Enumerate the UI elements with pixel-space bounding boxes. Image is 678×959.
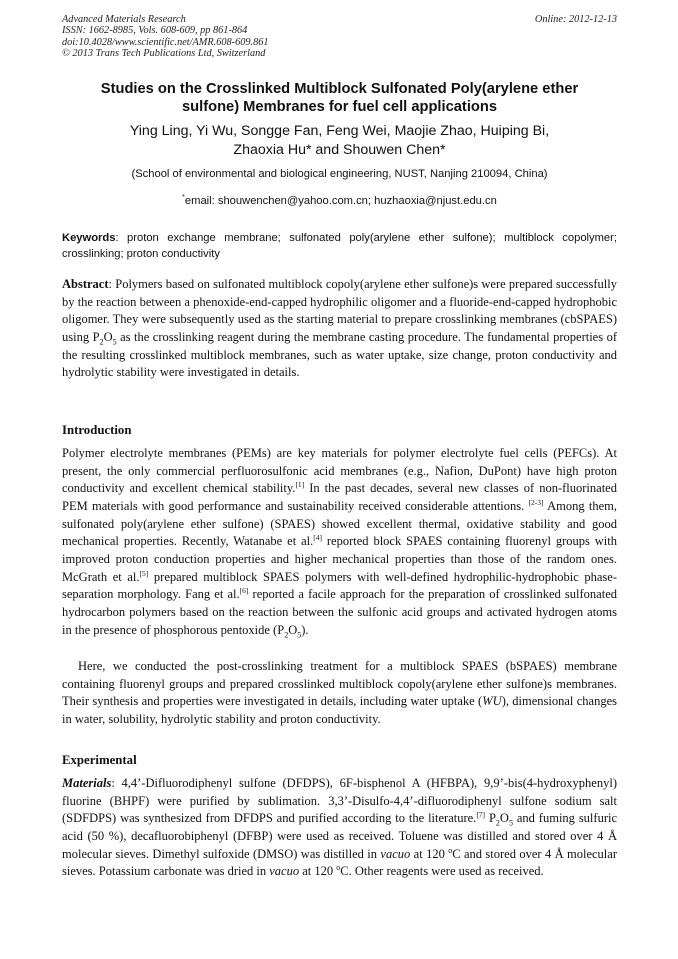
intro-text: reported block SPAES containing fluorenyl groups with improved proton conduction properties and higher mechanical properties than those of the random ones. McGrath et al.	[62, 534, 617, 584]
experimental-heading: Experimental	[62, 753, 137, 767]
abstract-label: Abstract	[62, 277, 109, 291]
abstract-text: : Polymers based on sulfonated multiblock copoly(arylene ether sulfone)s were prepared successfully by the reaction between a phenoxide-end-capped hydrophilic oligomer and a fluoride-end-capped hydrophobic oligomer. They were subsequently used as the starting material to prepare crosslinking membranes (cbSPAES) using P	[62, 277, 617, 344]
exp-text: C. Other reagents were used as received.	[340, 864, 544, 879]
email-line	[62, 191, 617, 208]
exp-text: : 4,4’-Difluorodiphenyl sulfone (DFDPS), 6F-bisphenol A (HFBPA), 9,9’-bis(4-hydroxyphenyl) fluorine (BHPF) were purified by sublimation. 3,3’-Disulfo-4,4’-difluorodiphenyl sulfone sodium salt (SDFDPS) was synthesized from DFDPS and purified according to the literature.	[62, 776, 617, 826]
email-text: email: shouwenchen@yahoo.com.cn; huzhaoxia@njust.edu.cn	[184, 195, 497, 207]
formula-sub: 2	[284, 630, 289, 640]
formula-sub: 5	[508, 818, 513, 828]
formula-sub: 2	[495, 818, 500, 828]
citation-ref: [5]	[139, 568, 149, 578]
degree-sup: o	[448, 845, 453, 855]
intro-text: In the past decades, several new classes of non-fluorinated PEM materials with good performance and sustainability received considerable attentions.	[62, 481, 617, 513]
experimental-paragraph-1	[62, 775, 617, 881]
journal-header	[62, 14, 617, 60]
exp-text: O	[499, 811, 509, 826]
citation-ref: [6]	[239, 586, 249, 596]
online-date: Online: 2012-12-13	[534, 14, 617, 25]
abstract-section	[62, 276, 617, 382]
issn-line: ISSN: 1662-8985, Vols. 608-609, pp 861-864	[62, 25, 248, 37]
abstract-sub: 5	[112, 337, 117, 347]
citation-ref: [1]	[295, 480, 305, 490]
abstract-sub: 2	[99, 337, 104, 347]
affiliation: (School of environmental and biological engineering, NUST, Nanjing 210094, China)	[131, 168, 548, 180]
vacuo-italic: vacuo	[380, 846, 411, 861]
paper-title	[62, 80, 617, 116]
intro-text: Among them, sulfonated poly(arylene ether sulfone) (SPAES) showed excellent thermal, oxidative stability and good mechanical properties. Recently, Watanabe et al.	[62, 498, 617, 549]
exp-text: and fuming sulfuric acid (50 %), decafluorobiphenyl (DFBP) were used as received. Toluene was distilled and stored over 4 Å molecular sieves. Dimethyl sulfoxide (DMSO) was distilled in	[62, 811, 618, 861]
intro-text: O	[288, 622, 298, 637]
keywords-section	[62, 230, 617, 262]
exp-text: P	[485, 811, 496, 826]
exp-text: at 120	[299, 864, 337, 879]
degree-sup: o	[336, 863, 341, 873]
citation-ref: [2-3]	[528, 497, 544, 507]
keywords-text: : proton exchange membrane; sulfonated poly(arylene ether sulfone); multiblock copolymer; crosslinking; proton conductivity	[62, 232, 617, 260]
doi-line: doi:10.4028/www.scientific.net/AMR.608-609.861	[62, 36, 269, 48]
intro-text: Here, we conducted the post-crosslinking treatment for a multiblock SPAES (bSPAES) membrane containing fluorenyl groups and prepared crosslinked multiblock copoly(arylene ether sulfone)s membranes. Their synthesis and properties were investigated in details, including water uptake (	[62, 659, 617, 709]
wu-abbrev: WU	[482, 694, 502, 709]
intro-text: prepared multiblock SPAES polymers with well-defined hydrophilic-hydrophobic phase-separation morphology. Fang et al.	[62, 569, 617, 602]
author-list	[62, 122, 617, 160]
title-line-2: sulfone) Membranes for fuel cell applications	[181, 99, 498, 115]
exp-text: at 120	[410, 846, 449, 861]
intro-text: ), dimensional changes in water, solubility, hydrolytic stability and proton conductivity.	[62, 694, 618, 726]
formula-sub: 5	[297, 630, 302, 640]
intro-text: Polymer electrolyte membranes (PEMs) are key materials for polymer electrolyte fuel cells (PEFCs). At present, the only commercial perfluorosulfonic acid membranes (e.g., Nafion, DuPont) have high proton conductivity and excellent chemical stability.	[62, 446, 617, 496]
journal-name: Advanced Materials Research	[62, 14, 186, 25]
vacuo-italic: vacuo	[269, 864, 300, 879]
introduction-heading: Introduction	[62, 423, 132, 437]
authors-line-1: Ying Ling, Yi Wu, Songge Fan, Feng Wei, Maojie Zhao, Huiping Bi,	[129, 123, 550, 139]
authors-line-2: Zhaoxia Hu* and Shouwen Chen*	[233, 142, 446, 158]
title-line-1: Studies on the Crosslinked Multiblock Sulfonated Poly(arylene ether	[100, 81, 579, 97]
citation-ref: [4]	[313, 533, 322, 543]
introduction-paragraph-2	[62, 658, 617, 729]
email-marker: *	[182, 194, 185, 201]
copyright-line: © 2013 Trans Tech Publications Ltd, Switzerland	[62, 48, 266, 60]
abstract-text: as the crosslinking reagent during the membrane casting procedure. The fundamental properties of the resulting crosslinked multiblock membranes, such as water uptake, size change, proton conductivity and hydrolytic stability were investigated in details.	[62, 329, 618, 380]
citation-ref: [7]	[476, 810, 486, 820]
materials-label: Materials	[62, 776, 112, 790]
keywords-label: Keywords	[62, 232, 116, 244]
intro-text: reported a facile approach for the preparation of crosslinked sulfonated hydrocarbon polymers based on the reaction between the sulfonic acid groups and activated hydrogen atoms in the presence of phosphorous pentoxide (P	[62, 587, 617, 637]
introduction-paragraph-1	[62, 445, 617, 639]
exp-text: C and stored over 4 Å molecular sieves. Potassium carbonate was dried in	[62, 846, 617, 879]
abstract-text: O	[103, 329, 113, 344]
intro-text: ).	[301, 622, 309, 637]
